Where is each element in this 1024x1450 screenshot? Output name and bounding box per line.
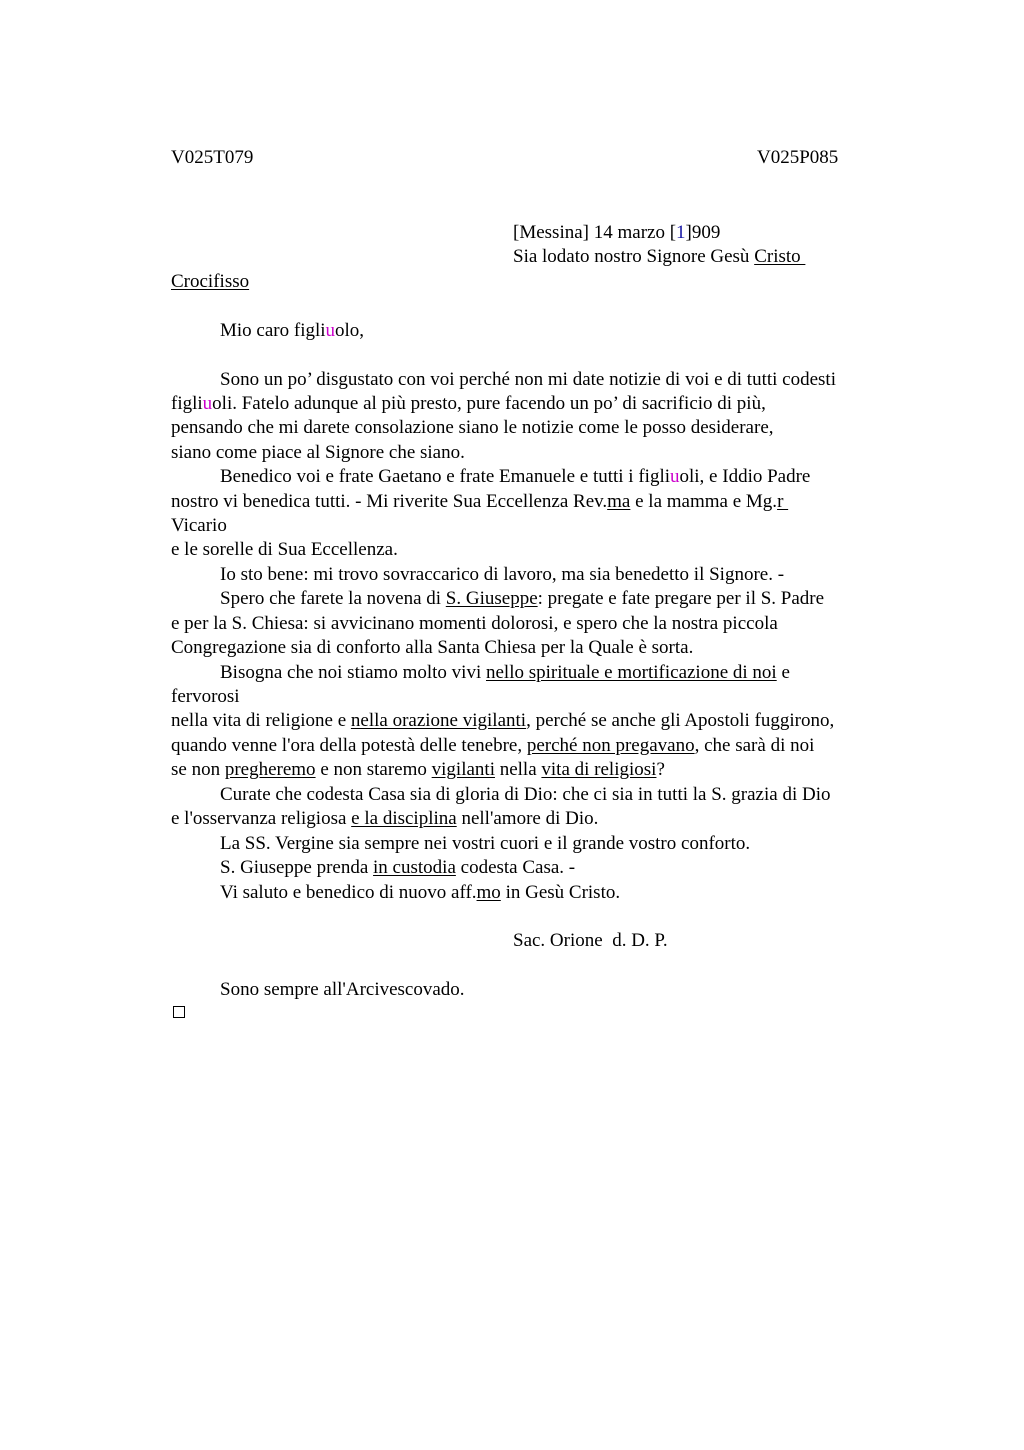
body-line: Congregazione sia di conforto alla Santa Chiesa per la Quale è sorta. [171,637,694,658]
body-line: Spero che farete la novena di S. Giuseppe: pregate e fate pregare per il S. Padre [220,588,825,609]
body-line: Sono un po’ disgustato con voi perché non mi date notizie di voi e di tutti codesti [220,369,836,390]
body-line: Bisogna che noi stiamo molto vivi nello spirituale e mortificazione di noi e [220,662,790,683]
body-line: S. Giuseppe prenda in custodia codesta Casa. - [220,857,576,878]
body-line: Benedico voi e frate Gaetano e frate Emanuele e tutti i figliuoli, e Iddio Padre [220,466,811,487]
body-line: Vicario [171,515,227,536]
body-line: figliuoli. Fatelo adunque al più presto, pure facendo un po’ di sacrificio di più, [171,393,766,414]
greeting: Mio caro figliuolo, [220,320,365,341]
salutation-line: Sia lodato nostro Signore Gesù Cristo [513,246,806,267]
header-right-code: V025P085 [757,147,839,168]
body-line: e le sorelle di Sua Eccellenza. [171,539,398,560]
body-line: Vi saluto e benedico di nuovo aff.mo in Gesù Cristo. [220,882,621,903]
body-line: La SS. Vergine sia sempre nei vostri cuori e il grande vostro conforto. [220,833,751,854]
date-line: [Messina] 14 marzo [1]909 [513,222,721,243]
body-line: se non pregheremo e non staremo vigilanti nella vita di religiosi? [171,759,665,780]
body-line: nostro vi benedica tutti. - Mi riverite Sua Eccellenza Rev.ma e la mamma e Mg.r [171,491,789,512]
body-line: Curate che codesta Casa sia di gloria di Dio: che ci sia in tutti la S. grazia di Dio [220,784,831,805]
body-line: nella vita di religione e nella orazione vigilanti, perché se anche gli Apostoli fuggirono, [171,710,835,731]
salutation-continued: Crocifisso [171,271,250,292]
postscript: Sono sempre all'Arcivescovado. [220,979,465,1000]
body-line: e per la S. Chiesa: si avvicinano momenti dolorosi, e spero che la nostra piccola [171,613,778,634]
body-line: e l'osservanza religiosa e la disciplina nell'amore di Dio. [171,808,599,829]
body-line: Io sto bene: mi trovo sovraccarico di lavoro, ma sia benedetto il Signore. - [220,564,785,585]
body-line: quando venne l'ora della potestà delle tenebre, perché non pregavano, che sarà di noi [171,735,815,756]
body-line: pensando che mi darete consolazione siano le notizie come le posso desiderare, [171,417,774,438]
checkbox-square-icon [173,1006,185,1018]
body-line: fervorosi [171,686,240,707]
header-left-code: V025T079 [171,147,254,168]
body-line: siano come piace al Signore che siano. [171,442,465,463]
signature: Sac. Orione d. D. P. [513,930,668,951]
